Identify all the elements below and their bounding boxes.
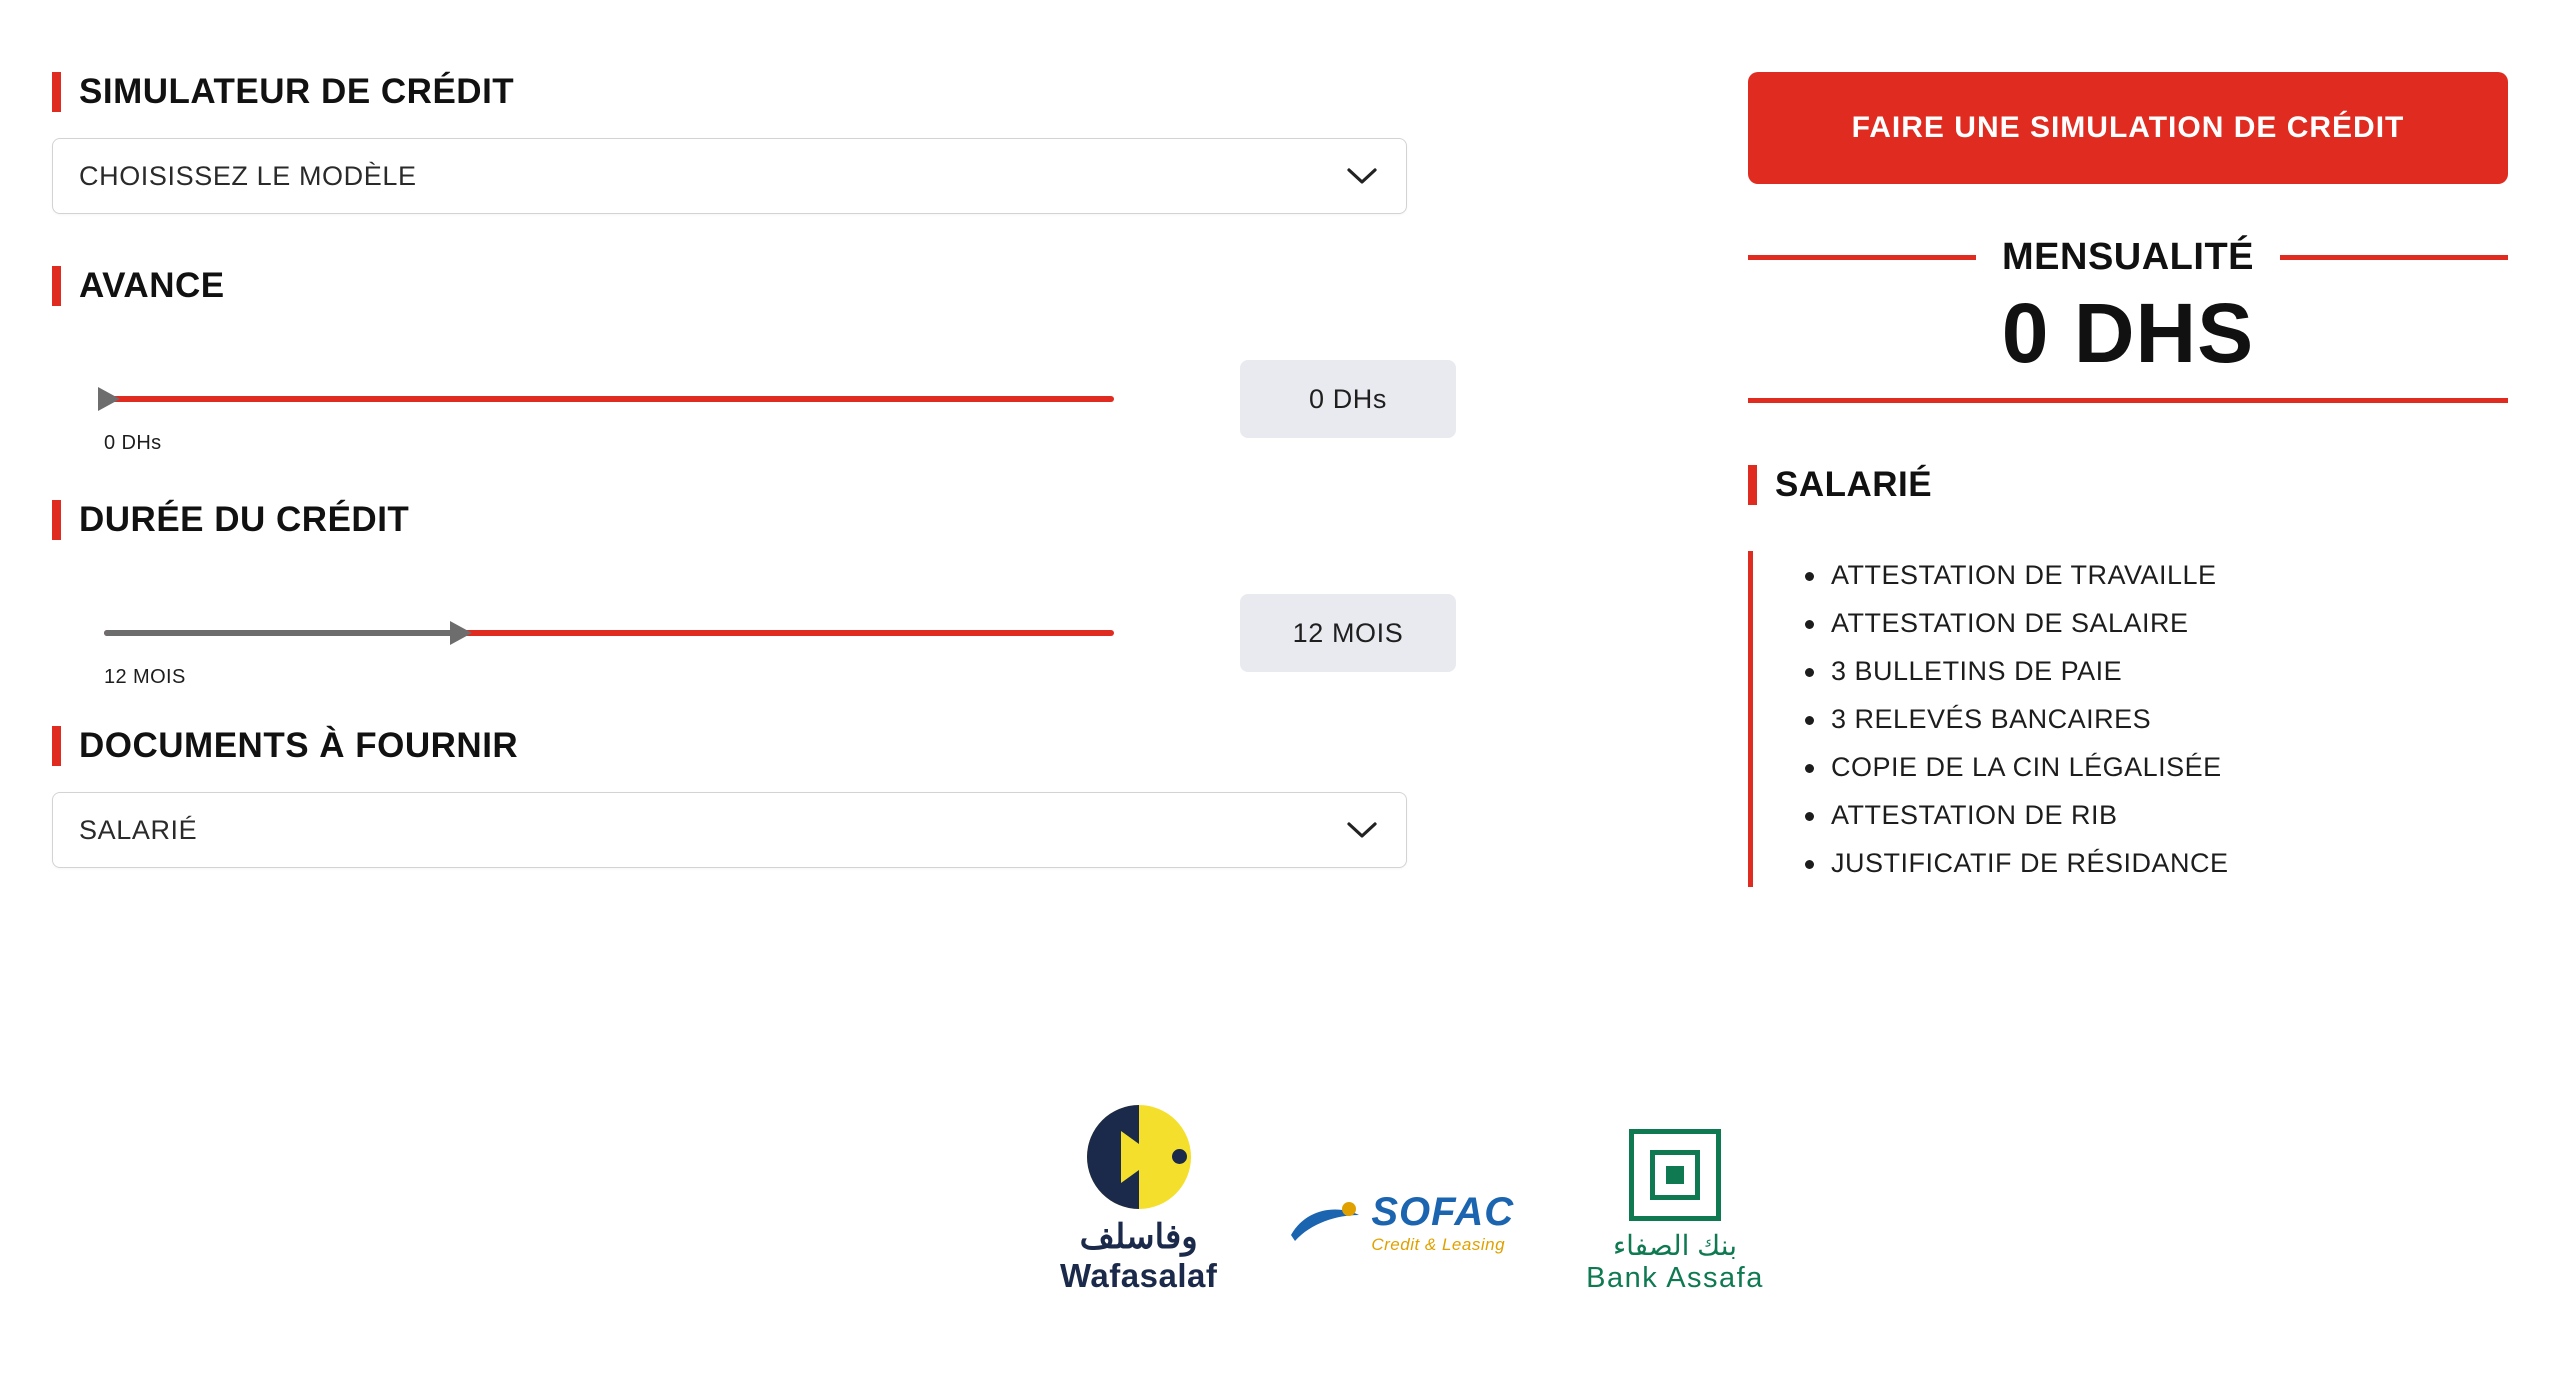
partner-logos	[1060, 1105, 1764, 1295]
duree-value-pill: 12 MOIS	[1240, 594, 1456, 672]
duree-slider-track[interactable]	[104, 630, 1114, 636]
sofac-name: SOFAC	[1371, 1190, 1515, 1234]
simulator-panel	[52, 72, 1412, 868]
avance-slider-track[interactable]	[104, 396, 1114, 402]
profile-heading	[1748, 465, 2508, 505]
heading-accent-bar	[52, 72, 61, 112]
heading-accent-bar	[1748, 465, 1757, 505]
sofac-logo	[1289, 1190, 1514, 1295]
bank-assafa-mark-icon	[1629, 1129, 1721, 1221]
simulate-credit-button[interactable]: FAIRE UNE SIMULATION DE CRÉDIT	[1748, 72, 2508, 184]
duree-slider-fill	[104, 630, 456, 636]
documents-heading-label: DOCUMENTS À FOURNIR	[79, 726, 519, 765]
rule-right	[2280, 255, 2508, 260]
mensualite-amount: 0 DHS	[2001, 286, 2255, 380]
avance-heading	[52, 266, 1412, 306]
wafasalaf-name: Wafasalaf	[1060, 1257, 1218, 1294]
sofac-tagline: Credit & Leasing	[1371, 1235, 1506, 1254]
simulator-heading-label: SIMULATEUR DE CRÉDIT	[79, 72, 515, 111]
model-select-value: CHOISISSEZ LE MODÈLE	[79, 160, 417, 191]
mensualite-label: MENSUALITÉ	[2002, 236, 2254, 278]
heading-accent-bar	[52, 266, 61, 306]
list-item: COPIE DE LA CIN LÉGALISÉE	[1805, 743, 2508, 791]
duree-slider-thumb[interactable]	[450, 621, 472, 645]
list-item: 3 BULLETINS DE PAIE	[1805, 647, 2508, 695]
duree-slider-block	[52, 584, 1412, 704]
heading-accent-bar	[52, 726, 61, 766]
list-item: ATTESTATION DE TRAVAILLE	[1805, 551, 2508, 599]
avance-value-pill: 0 DHs	[1240, 360, 1456, 438]
avance-min-label: 0 DHs	[104, 432, 162, 454]
list-item: ATTESTATION DE RIB	[1805, 791, 2508, 839]
model-select[interactable]	[52, 138, 1407, 214]
duree-heading	[52, 500, 1412, 540]
wafasalaf-arabic-name: وفاسلف	[1079, 1218, 1198, 1256]
required-documents-list	[1748, 551, 2508, 887]
avance-heading-label: AVANCE	[79, 266, 225, 305]
duree-min-label: 12 MOIS	[104, 666, 186, 688]
bank-assafa-logo	[1586, 1129, 1764, 1295]
profile-select[interactable]	[52, 792, 1407, 868]
mensualite-bottom-rule	[1748, 398, 2508, 403]
profile-heading-label: SALARIÉ	[1775, 464, 1933, 504]
documents-heading	[52, 726, 1412, 766]
bank-assafa-name: Bank Assafa	[1586, 1262, 1764, 1294]
rule-left	[1748, 255, 1976, 260]
list-item: ATTESTATION DE SALAIRE	[1805, 599, 2508, 647]
avance-slider-block	[52, 350, 1412, 470]
mensualite-header	[1748, 236, 2508, 279]
results-panel	[1748, 72, 2508, 887]
heading-accent-bar	[52, 500, 61, 540]
model-select-wrapper[interactable]	[52, 138, 1407, 214]
sofac-swoosh-icon	[1289, 1199, 1361, 1247]
list-item: 3 RELEVÉS BANCAIRES	[1805, 695, 2508, 743]
bank-assafa-arabic-name: بنك الصفاء	[1612, 1230, 1738, 1261]
simulator-heading	[52, 72, 1412, 112]
duree-heading-label: DURÉE DU CRÉDIT	[79, 500, 410, 539]
profile-select-wrapper[interactable]	[52, 792, 1407, 868]
list-item: JUSTIFICATIF DE RÉSIDANCE	[1805, 839, 2508, 887]
wafasalaf-logo	[1060, 1105, 1217, 1295]
wafasalaf-mark-icon	[1087, 1105, 1191, 1209]
profile-select-value: SALARIÉ	[79, 814, 198, 845]
avance-slider-thumb[interactable]	[98, 387, 120, 411]
